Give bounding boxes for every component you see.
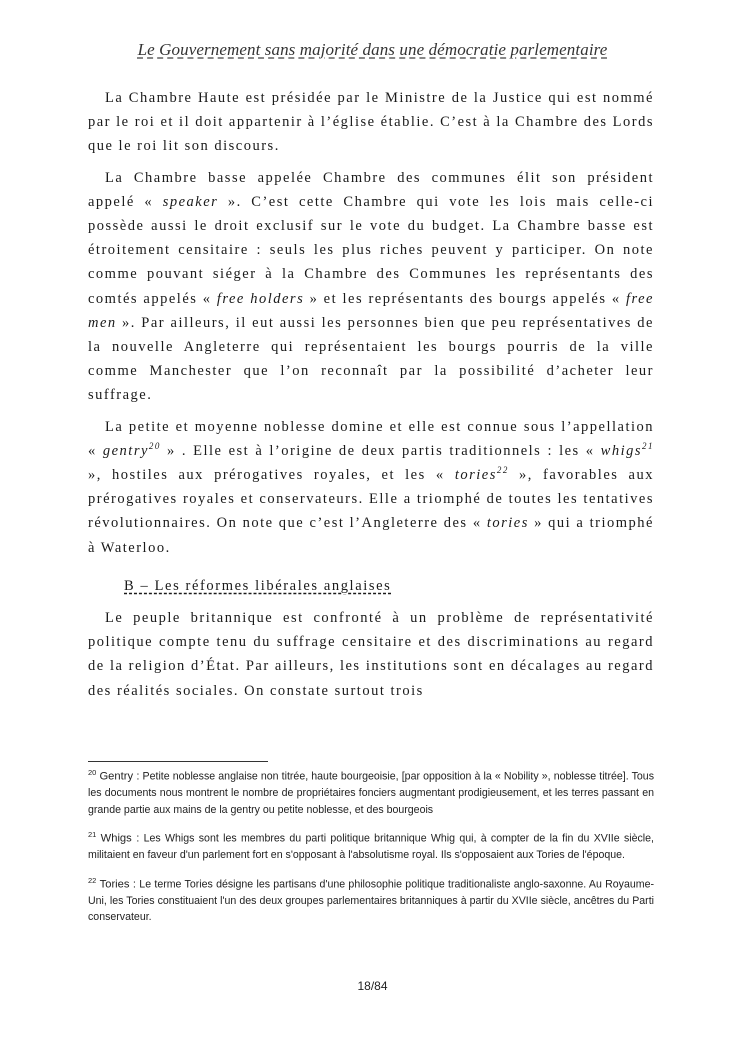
- paragraph-gentry: La petite et moyenne noblesse domine et elle est connue sous l’appellation « gentry$^{20}$ » . Elle est à l’origine de deux partis traditionnels : les « whigs$^{21}$ », hostiles aux prérogatives royales, et les « tories$^{22}$ », favorables aux prérogatives royales et conservateurs. Elle a triomphé de toutes les tentatives révolutionnaires. On note que c’est l’Angleterre des « tories » qui a triomphé à Waterloo.: [88, 418, 655, 556]
- footnote-term: Whigs :: [100, 832, 140, 845]
- term-tories-waterloo: tories: [486, 515, 529, 532]
- body-text: [88, 86, 654, 710]
- term-tories: tories: [454, 467, 497, 484]
- section-subheading: B – Les réformes libérales anglaises: [124, 577, 392, 594]
- term-free-holders: free holders: [216, 290, 305, 307]
- footnote-ref-20[interactable]: 20: [148, 441, 161, 452]
- term-gentry: gentry: [102, 442, 149, 459]
- footnote-21: $^{21}$ Whigs : Les Whigs sont les membres du parti politique britannique Whig qui, à compter de la fin du XVIIe siècle, militaient en faveur d'un parlement fort en s'opposant à l'absolutisme royal. Ils s'opposaient aux Tories de l'époque.: [88, 830, 654, 862]
- running-header: [90, 40, 655, 60]
- paragraph-liberal-reforms: Le peuple britannique est confronté à un problème de représentativité politique compte tenu du suffrage censitaire et des discriminations au regard de la religion d’État. Par ailleurs, les institutions sont en décalages au regard des réalités sociales. On constate surtout trois: [88, 610, 654, 699]
- footnote-20: $^{20}$ Gentry : Petite noblesse anglaise non titrée, haute bourgeoisie, [par opposition à la « Nobility », noblesse titrée]. Tous les documents nous montrent le nombre de propriétaires fonciers augmentant prodigieusement, et les terres passant en grande partie aux mains de la gentry ou petite noblesse, et des bourgeois: [88, 768, 654, 816]
- term-whigs: whigs: [600, 442, 643, 459]
- paragraph-upper-chamber: La Chambre Haute est présidée par le Ministre de la Justice qui est nommé par le roi et il doit appartenir à l’église établie. C’est à la Chambre des Lords que le roi lit son discours.: [88, 90, 655, 155]
- header-title: Le Gouvernement sans majorité dans une démocratie parlementaire: [137, 40, 608, 59]
- paragraph-lower-chamber: La Chambre basse appelée Chambre des communes élit son président appelé « speaker ». C’est cette Chambre qui vote les lois mais celle-ci possède aussi le droit exclusif sur le vote du budget. La Chambre basse est étroitement censitaire : seuls les plus riches peuvent y participer. On note comme pouvant siéger à la Chambre des Communes les représentants des comtés appelés « free holders » et les représentants des bourgs appelés « free men ». Par ailleurs, il eut aussi les personnes bien que peu représentatives de la nouvelle Angleterre qui représentaient les bourgs pourris de la ville comme Manchester que l’on reconnaît par la possibilité d’acheter leur suffrage.: [88, 169, 655, 404]
- footnote-ref-22[interactable]: 22: [496, 465, 509, 476]
- footnotes: [88, 765, 654, 935]
- footnote-term: Tories :: [99, 878, 137, 891]
- term-speaker: speaker: [162, 193, 219, 210]
- term-free-men: free men: [88, 290, 654, 331]
- footnote-ref-21[interactable]: 21: [642, 441, 655, 452]
- page-number: 18/84: [357, 979, 388, 993]
- footnote-22: $^{22}$ Tories : Le terme Tories désigne les partisans d'une philosophie politique traditionaliste anglo-saxonne. Au Royaume-Uni, les Tories constituaient l'un des deux groupes parlementaires britanniques à partir du XVIIe siècle, ancêtres du Parti conservateur.: [88, 875, 654, 924]
- footnote-separator: [88, 761, 268, 762]
- footnote-term: Gentry :: [99, 770, 140, 783]
